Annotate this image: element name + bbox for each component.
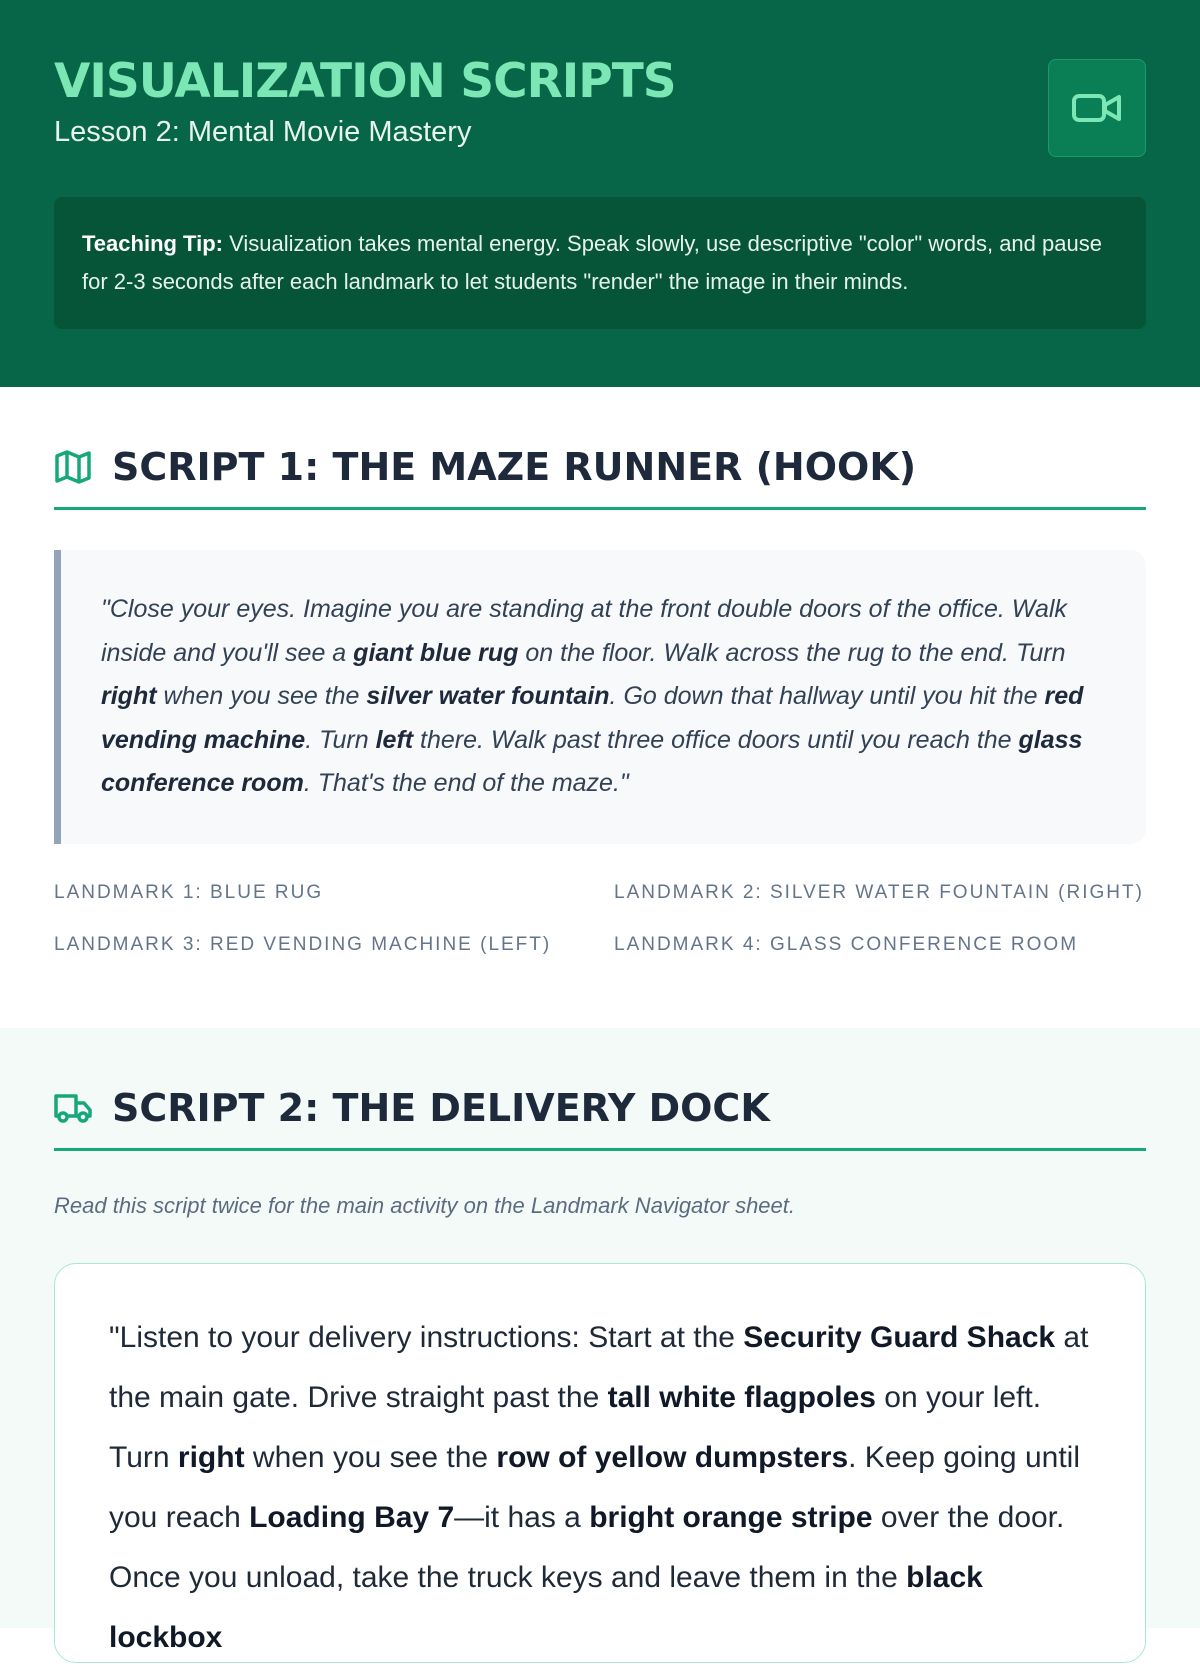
- truck-icon: [54, 1092, 92, 1124]
- script-text: . Go down that hallway until you hit the: [609, 682, 1045, 710]
- page-header: [0, 0, 1200, 387]
- highlight-text: right: [177, 1441, 245, 1474]
- highlight-text: Security Guard Shack: [743, 1321, 1056, 1354]
- highlight-text: tall white flagpoles: [607, 1381, 876, 1414]
- highlight-text: glass conference room: [101, 725, 1083, 797]
- script-text: when you see the: [156, 682, 367, 710]
- highlight-text: red vending machine: [101, 682, 1084, 754]
- landmark-item: LANDMARK 1: BLUE RUG: [54, 881, 324, 903]
- script-1-quote: [54, 550, 1146, 844]
- script-text: at the main gate. Drive straight past the: [109, 1321, 1089, 1414]
- landmark-list: [54, 882, 1146, 956]
- script-text: on the floor. Walk across the rug to the end. Turn: [518, 638, 1066, 667]
- script-text: over the door. Once you unload, take the truck keys and leave them in the: [109, 1501, 1065, 1594]
- landmark-item: LANDMARK 2: SILVER WATER FOUNTAIN (RIGHT): [614, 881, 1144, 903]
- script-text: there. Walk past three office doors until you reach the: [413, 725, 1019, 754]
- highlight-text: right: [101, 682, 157, 710]
- script-1-heading: [54, 445, 1146, 510]
- map-icon: [54, 449, 92, 485]
- video-camera-icon: [1071, 91, 1123, 125]
- page-subtitle: Lesson 2: Mental Movie Mastery: [54, 116, 472, 148]
- script-2-title: SCRIPT 2: THE DELIVERY DOCK: [112, 1086, 770, 1130]
- highlight-text: giant blue rug: [353, 638, 519, 667]
- script-text: . That's the end of the maze.": [303, 769, 629, 797]
- script-text: —it has a: [454, 1501, 590, 1534]
- highlight-text: bright orange stripe: [589, 1501, 873, 1534]
- script-text: when you see the: [244, 1441, 497, 1474]
- script-text: "Listen to your delivery instructions: Start at the: [109, 1321, 744, 1354]
- highlight-text: left: [375, 725, 414, 754]
- teaching-tip: [54, 197, 1146, 329]
- highlight-text: silver water fountain: [366, 682, 610, 710]
- tip-label: Teaching Tip:: [82, 231, 223, 256]
- highlight-text: Loading Bay 7: [249, 1501, 455, 1534]
- script-2-section: [0, 1028, 1200, 1654]
- landmark-item: LANDMARK 4: GLASS CONFERENCE ROOM: [614, 933, 1079, 955]
- script-2-note: Read this script twice for the main activity on the Landmark Navigator sheet.: [54, 1193, 796, 1218]
- video-button[interactable]: [1048, 59, 1146, 157]
- landmark-item: LANDMARK 3: RED VENDING MACHINE (LEFT): [54, 933, 552, 955]
- page-title: VISUALIZATION SCRIPTS: [54, 54, 676, 109]
- script-2-body: [54, 1263, 1146, 1663]
- script-1-section: [0, 387, 1200, 1028]
- script-1-title: SCRIPT 1: THE MAZE RUNNER (HOOK): [112, 445, 917, 489]
- highlight-text: black lockbox: [109, 1561, 983, 1654]
- tip-text: Visualization takes mental energy. Speak slowly, use descriptive "color" words, and pause for 2-3 seconds after each landmark to let students "render" the image in their minds.: [82, 231, 1102, 294]
- highlight-text: row of yellow dumpsters: [496, 1441, 849, 1474]
- script-text: . Keep going until you reach: [109, 1441, 1080, 1534]
- script-text: . Turn: [305, 725, 376, 754]
- script-text: "Close your eyes. Imagine you are standing at the front double doors of the office. Walk inside and you'll see a: [101, 595, 1067, 667]
- script-2-heading: [54, 1086, 1146, 1151]
- script-text: on your left. Turn: [109, 1381, 1042, 1474]
